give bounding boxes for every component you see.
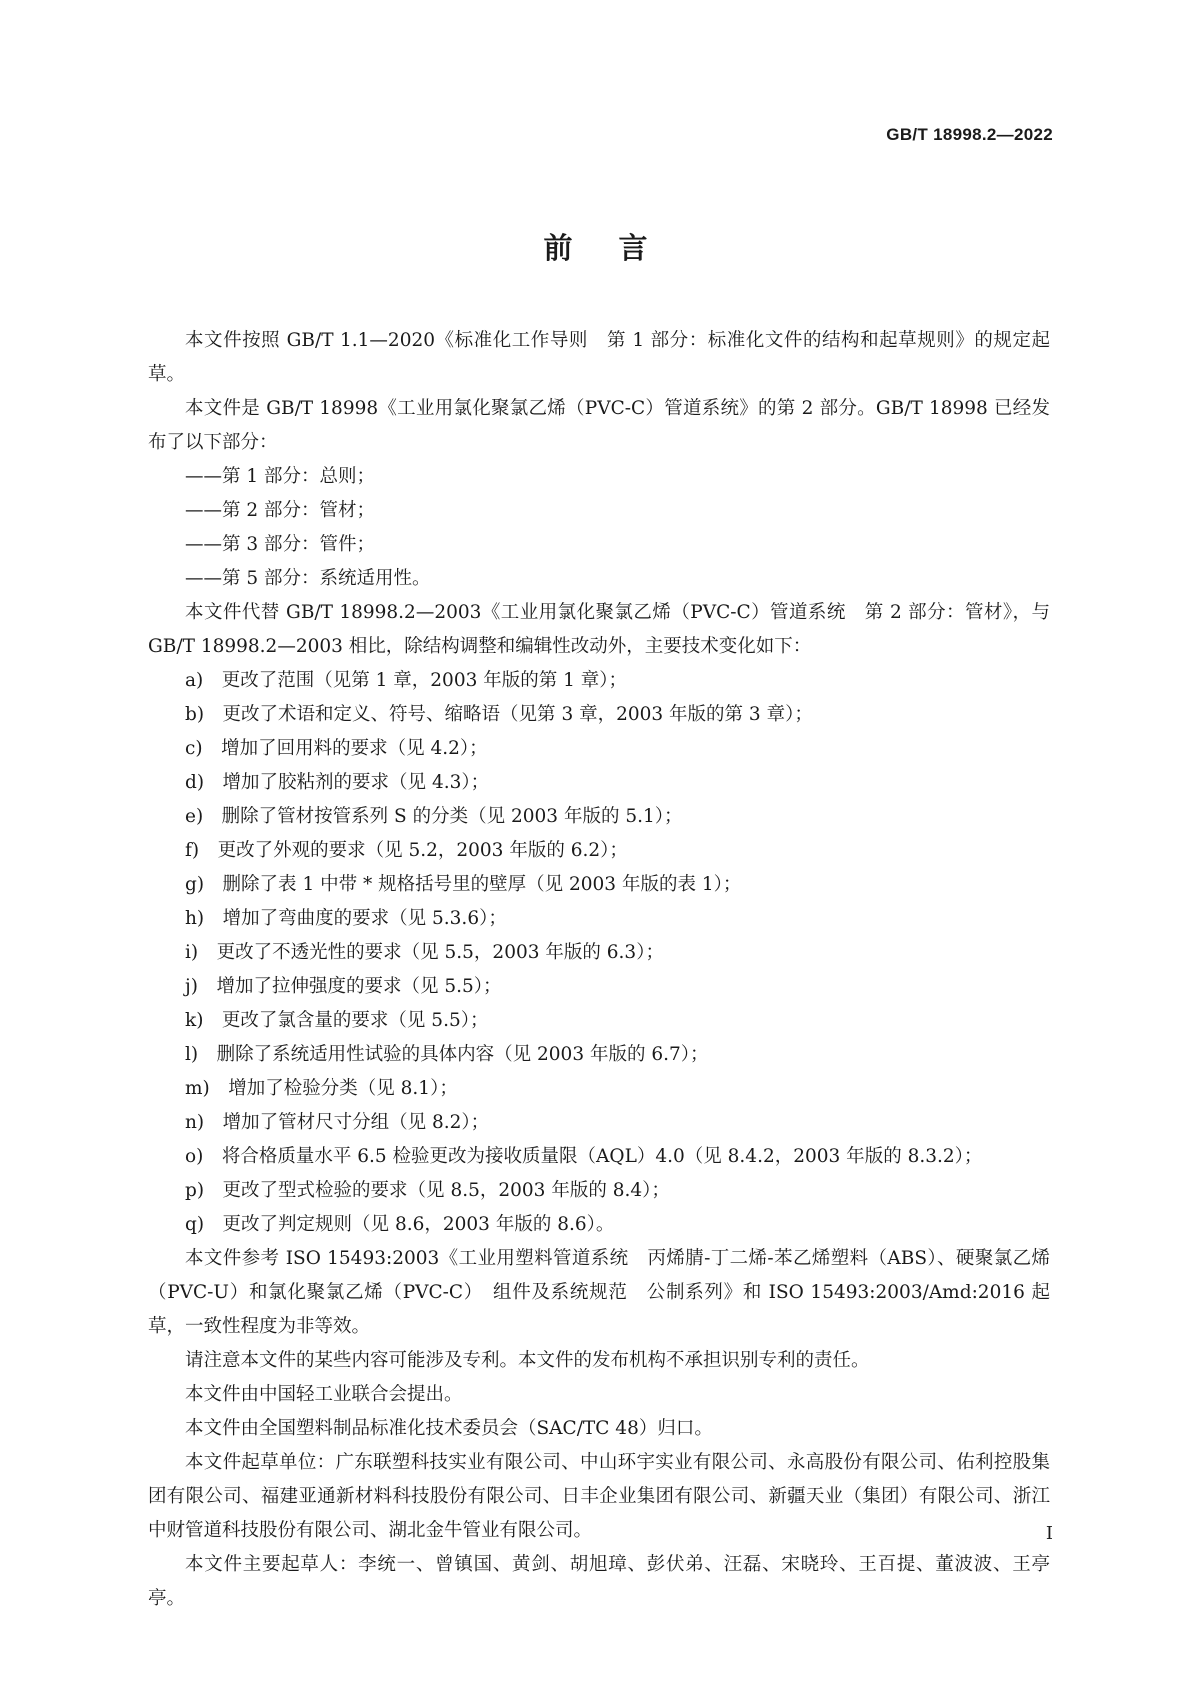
list-item-change: p) 更改了型式检验的要求（见 8.5，2003 年版的 8.4）； <box>185 1180 670 1201</box>
list-item-change: o) 将合格质量水平 6.5 检验更改为接收质量限（AQL）4.0（见 8.4.2，2003 年版的 8.3.2）； <box>185 1146 983 1167</box>
list-item-part: ——第 5 部分：系统适用性。 <box>185 568 431 589</box>
list-item-change: i) 更改了不透光性的要求（见 5.5，2003 年版的 6.3）； <box>185 942 664 963</box>
paragraph-replaces: 本文件代替 GB/T 18998.2—2003《工业用氯化聚氯乙烯（PVC-C）管道系统 第 2 部分：管材》，与 GB/T 18998.2—2003 相比，除结构调整和编辑性改动外，主要技术变化如下： <box>148 602 1050 657</box>
list-item-part: ——第 2 部分：管材； <box>185 500 376 521</box>
list-item-change: m) 增加了检验分类（见 8.1）； <box>185 1078 458 1099</box>
paragraph-patent-notice: 请注意本文件的某些内容可能涉及专利。本文件的发布机构不承担识别专利的责任。 <box>185 1350 870 1371</box>
list-item-change: c) 增加了回用料的要求（见 4.2）； <box>185 738 488 759</box>
list-item-change: d) 增加了胶粘剂的要求（见 4.3）； <box>185 772 490 793</box>
list-item-change: f) 更改了外观的要求（见 5.2，2003 年版的 6.2）； <box>185 840 628 861</box>
paragraph-committee: 本文件由全国塑料制品标准化技术委员会（SAC/TC 48）归口。 <box>185 1418 713 1439</box>
list-item-part: ——第 1 部分：总则； <box>185 466 376 487</box>
list-item-change: k) 更改了氯含量的要求（见 5.5）； <box>185 1010 489 1031</box>
list-item-change: l) 删除了系统适用性试验的具体内容（见 2003 年版的 6.7）； <box>185 1044 709 1065</box>
list-item-change: h) 增加了弯曲度的要求（见 5.3.6）； <box>185 908 507 929</box>
list-item-part: ——第 3 部分：管件； <box>185 534 376 555</box>
paragraph-drafters: 本文件主要起草人：李统一、曾镇国、黄剑、胡旭璋、彭伏弟、汪磊、宋晓玲、王百提、董波波、王亭亭。 <box>148 1554 1050 1609</box>
page-number: I <box>1045 1523 1053 1544</box>
page-title: 前言 <box>543 231 694 265</box>
paragraph-reference-iso: 本文件参考 ISO 15493:2003《工业用塑料管道系统 丙烯腈-丁二烯-苯乙烯塑料（ABS）、硬聚氯乙烯（PVC-U）和氯化聚氯乙烯（PVC-C） 组件及系统规范 公制系列》和 ISO 15493:2003/Amd:2016 起草，一致性程度为非等效。 <box>148 1248 1050 1337</box>
list-item-change: e) 删除了管材按管系列 S 的分类（见 2003 年版的 5.1）； <box>185 806 683 827</box>
list-item-change: a) 更改了范围（见第 1 章，2003 年版的第 1 章）； <box>185 670 628 691</box>
paragraph-drafting-basis: 本文件按照 GB/T 1.1—2020《标准化工作导则 第 1 部分：标准化文件的结构和起草规则》的规定起草。 <box>148 330 1050 385</box>
document-code: GB/T 18998.2—2022 <box>886 125 1053 144</box>
list-item-change: n) 增加了管材尺寸分组（见 8.2）； <box>185 1112 490 1133</box>
list-item-change: g) 删除了表 1 中带 * 规格括号里的壁厚（见 2003 年版的表 1）； <box>185 874 742 895</box>
paragraph-proposer: 本文件由中国轻工业联合会提出。 <box>185 1384 463 1405</box>
list-item-change: q) 更改了判定规则（见 8.6，2003 年版的 8.6）。 <box>185 1214 615 1235</box>
paragraph-series-intro: 本文件是 GB/T 18998《工业用氯化聚氯乙烯（PVC-C）管道系统》的第 2 部分。GB/T 18998 已经发布了以下部分： <box>148 398 1050 453</box>
paragraph-drafting-units: 本文件起草单位：广东联塑科技实业有限公司、中山环宇实业有限公司、永高股份有限公司、佑利控股集团有限公司、福建亚通新材料科技股份有限公司、日丰企业集团有限公司、新疆天业（集团）有限公司、浙江中财管道科技股份有限公司、湖北金牛管业有限公司。 <box>148 1452 1050 1541</box>
document-body <box>148 324 1050 1616</box>
list-item-change: j) 增加了拉伸强度的要求（见 5.5）； <box>185 976 502 997</box>
list-item-change: b) 更改了术语和定义、符号、缩略语（见第 3 章，2003 年版的第 3 章）； <box>185 704 813 725</box>
